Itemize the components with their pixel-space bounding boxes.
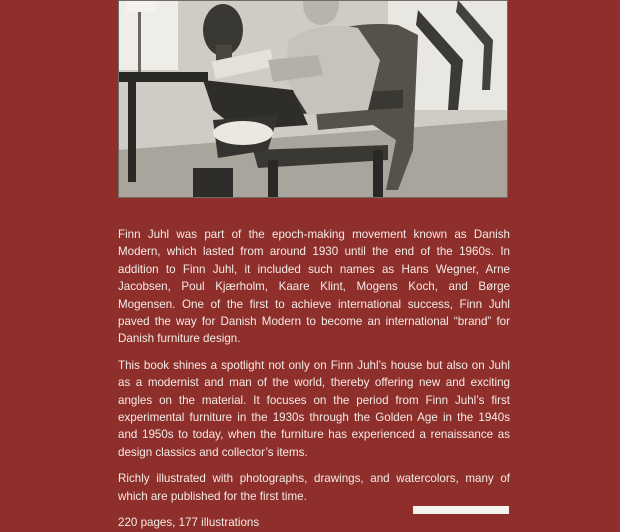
book-info: 220 pages, 177 illustrations	[118, 516, 260, 530]
cover-photo	[118, 0, 508, 198]
man-in-armchair-photo-icon	[118, 0, 508, 198]
paragraph-illustrations: Richly illustrated with photographs, drawings, and watercolors, many of which are published for the first time.	[118, 472, 510, 503]
book-description	[118, 226, 510, 532]
paragraph-intro: Finn Juhl was part of the epoch-making movement known as Danish Modern, which lasted from around 1930 until the end of the 1960s. In addition to Finn Juhl, it included such names as Hans Wegner, Arne Jacobsen, Poul Kjærholm, Kaare Klint, Mogens Koch, and Børge Mogensen. One of the first to achieve international success, Finn Juhl paved the way for Danish Modern to become an international “brand” for Danish furniture design.	[118, 228, 510, 346]
barcode-label	[413, 506, 509, 514]
paragraph-focus: This book shines a spotlight not only on Finn Juhl’s house but also on Juhl as a modernist and man of the world, thereby offering new and exciting angles on the material. It focuses on the period from Finn Juhl’s first experimental furniture in the 1930s through the Golden Age in the 1940s and 1950s to today, when the furniture has experienced a renaissance as design classics and collector’s items.	[118, 358, 510, 459]
